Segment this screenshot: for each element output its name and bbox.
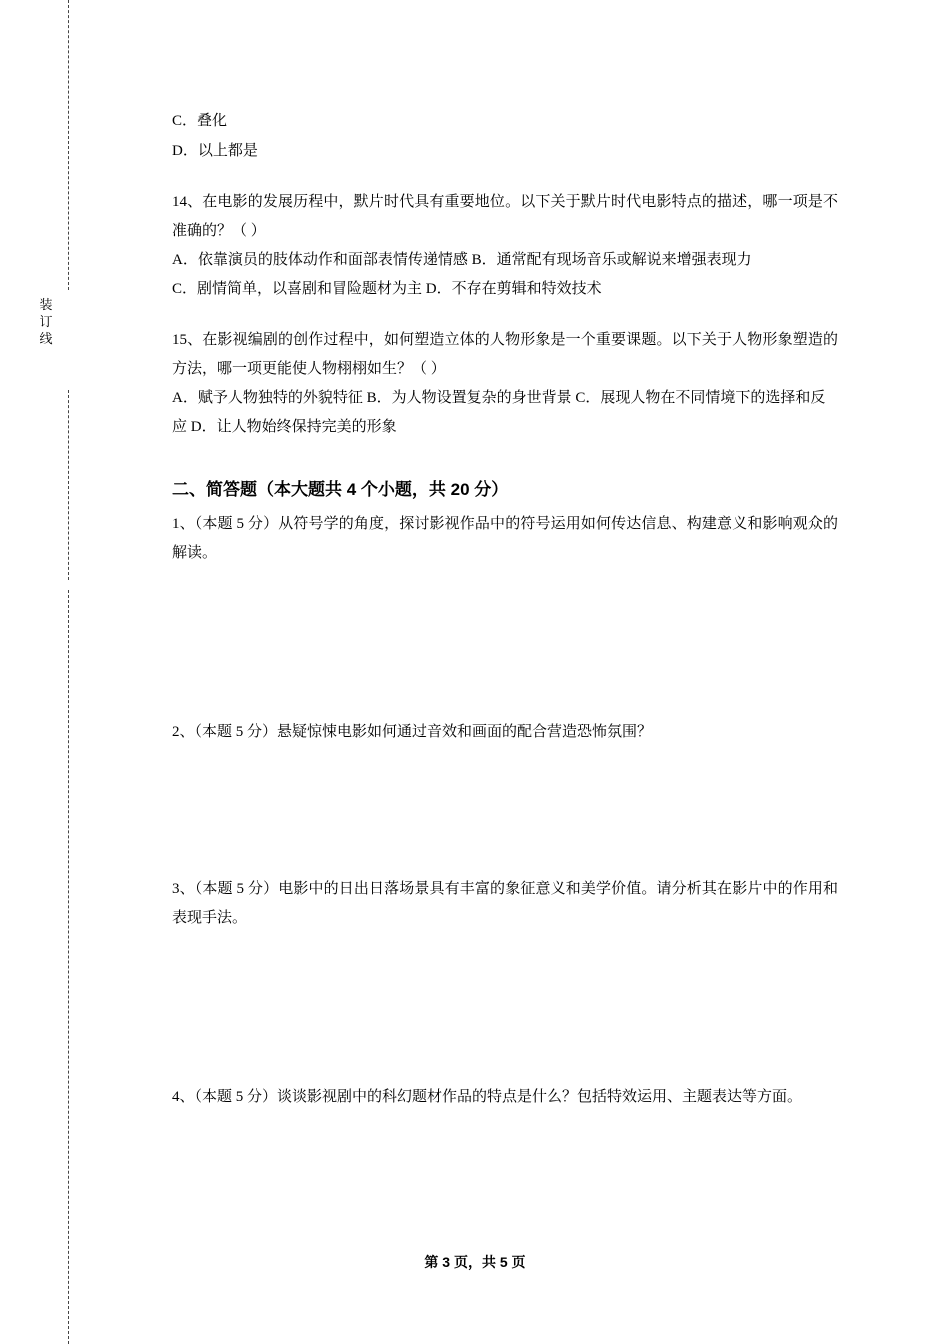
question-15 xyxy=(172,326,838,442)
carryover-choice-c: C．叠化 xyxy=(172,113,228,129)
question-15-options: A．赋予人物独特的外貌特征 B．为人物设置复杂的身世背景 C．展现人物在不同情境下的选择和反应 D．让人物始终保持完美的形象 xyxy=(172,390,826,435)
short-answer-item-3: 3、（本题 5 分）电影中的日出日落场景具有丰富的象征意义和美学价值。请分析其在影片中的作用和表现手法。 xyxy=(172,881,838,926)
answer-space-3 xyxy=(172,933,838,1083)
short-answer-item-4: 4、（本题 5 分）谈谈影视剧中的科幻题材作品的特点是什么？包括特效运用、主题表达等方面。 xyxy=(172,1089,803,1105)
binding-label: 装 订 线 xyxy=(39,297,53,346)
answer-space-2 xyxy=(172,747,838,875)
short-answer-item-1: 1、（本题 5 分）从符号学的角度，探讨影视作品中的符号运用如何传达信息、构建意义和影响观众的解读。 xyxy=(172,516,838,561)
question-14-option-ab: A．依靠演员的肢体动作和面部表情传递情感 B．通常配有现场音乐或解说来增强表现力 xyxy=(172,252,752,268)
binding-dashed-line-middle xyxy=(68,390,69,580)
binding-dashed-line-bottom xyxy=(68,590,69,1344)
question-14-stem: 14、在电影的发展历程中，默片时代具有重要地位。以下关于默片时代电影特点的描述，哪一项是不准确的？（ ） xyxy=(172,194,838,239)
short-answer-item-2: 2、（本题 5 分）悬疑惊悚电影如何通过音效和画面的配合营造恐怖氛围？ xyxy=(172,724,653,740)
question-15-stem: 15、在影视编剧的创作过程中，如何塑造立体的人物形象是一个重要课题。以下关于人物形象塑造的方法，哪一项更能使人物栩栩如生？（ ） xyxy=(172,332,838,377)
question-14-option-cd: C．剧情简单，以喜剧和冒险题材为主 D．不存在剪辑和特效技术 xyxy=(172,281,602,297)
page-footer: 第 3 页，共 5 页 xyxy=(424,1254,526,1270)
section-title-short-answer: 二、简答题（本大题共 4 个小题，共 20 分） xyxy=(172,480,509,499)
answer-space-1 xyxy=(172,568,838,718)
binding-dashed-line-top xyxy=(68,0,69,290)
question-14 xyxy=(172,188,838,304)
carryover-choice-d: D．以上都是 xyxy=(172,143,258,159)
page-content xyxy=(172,106,838,1112)
